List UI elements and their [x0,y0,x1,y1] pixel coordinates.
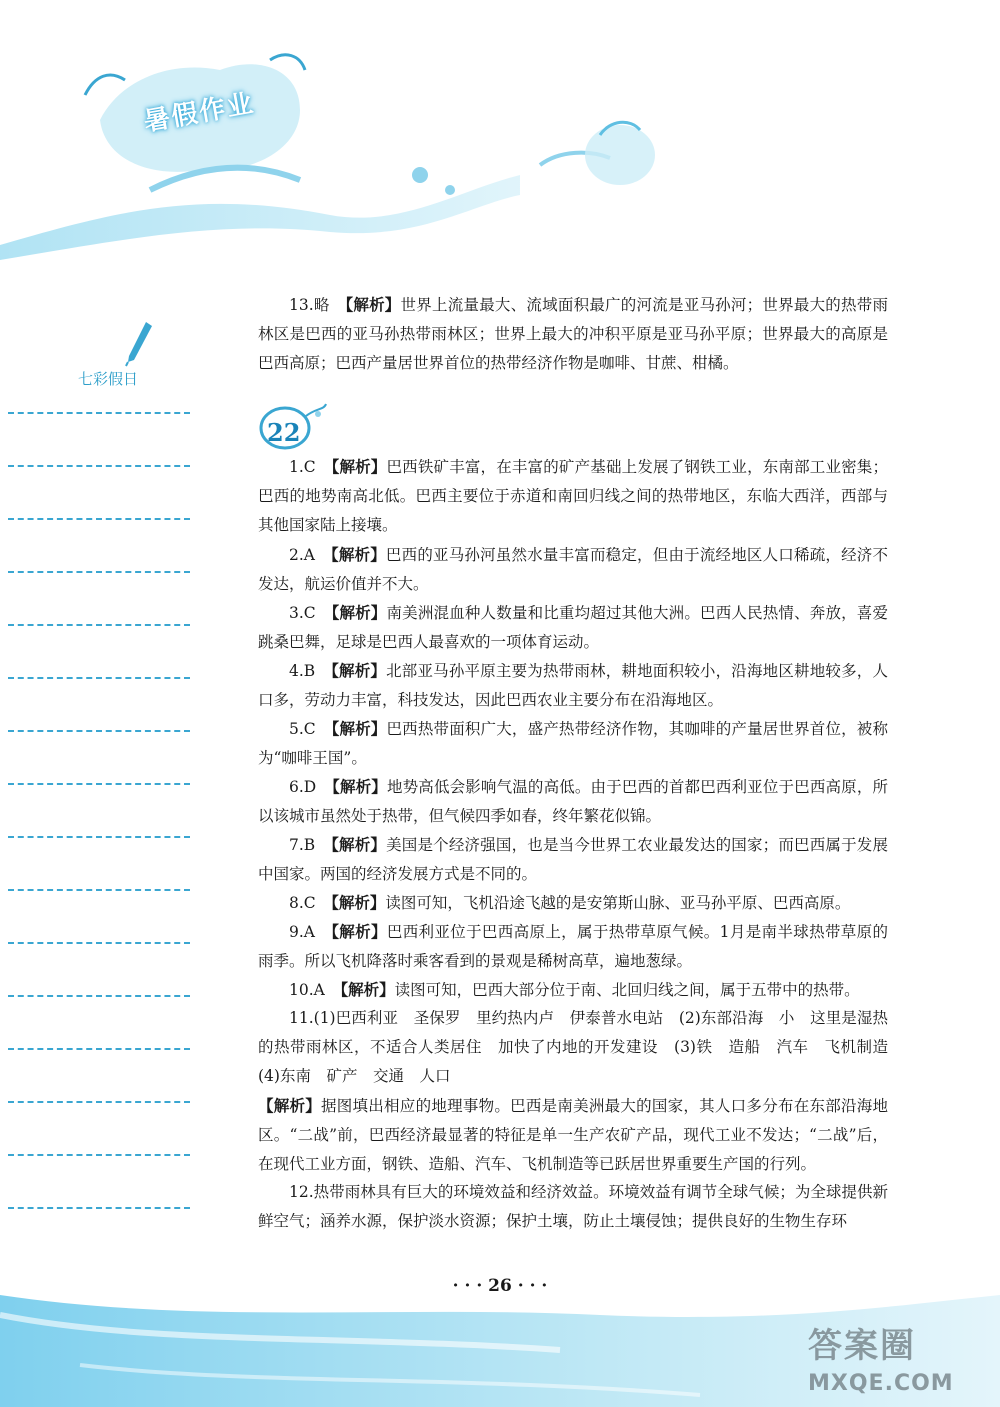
sidebar-divider [8,624,190,626]
sidebar-divider [8,1154,190,1156]
answer-prefix: 6.D [289,778,333,796]
answer-prefix: 10.A [289,981,341,999]
answer-text: 世界上流量最大、流域面积最广的河流是亚马孙河；世界最大的热带雨林区是巴西的亚马孙热带雨林区；世界上最大的冲积平原是亚马孙平原；世界最大的高原是巴西高原；巴西产量居世界首位的热带经济作物是咖啡、甘蔗、柑橘。 [258,296,888,372]
analysis-tag: 【解析】 [331,661,387,680]
sidebar-divider [8,730,190,732]
answer-text: 北部亚马孙平原主要为热带雨林，耕地面积较小，沿海地区耕地较多，人口多，劳动力丰富，科技发达，因此巴西农业主要分布在沿海地区。 [258,662,888,709]
answer-8 [258,888,888,918]
answer-3 [258,598,888,657]
answer-11-analysis [258,1091,888,1179]
sidebar-divider [8,1101,190,1103]
watermark-logo: 答案圈 [808,1326,916,1366]
answer-text: 美国是个经济强国，也是当今世界工农业最发达的国家；而巴西属于发展中国家。两国的经济发展方式是不同的。 [258,836,888,883]
analysis-tag: 【解析】 [331,835,387,854]
answer-text: 巴西的亚马孙河虽然水量丰富而稳定，但由于流经地区人口稀疏，经济不发达，航运价值并不大。 [258,546,888,593]
answer-10 [258,975,888,1005]
sidebar-divider [8,889,190,891]
answer-text: 巴西热带面积广大，盛产热带经济作物，其咖啡的产量居世界首位，被称为“咖啡王国”。 [258,720,888,767]
answer-prefix: 9.A [289,923,332,941]
answer-5 [258,714,888,773]
sidebar-divider [8,518,190,520]
answer-7 [258,830,888,889]
analysis-tag: 【解析】 [331,719,387,738]
answer-11 [258,1004,904,1091]
answer-prefix: 1.C [289,458,332,476]
answer-text: 读图可知，巴西大部分位于南、北回归线之间，属于五带中的热带。 [394,981,860,999]
analysis-tag: 【解析】 [331,603,387,622]
section-number: 22 [267,418,301,447]
answer-text: 巴西铁矿丰富，在丰富的矿产基础上发展了钢铁工业，东南部工业密集；巴西的地势南高北低。巴西主要位于赤道和南回归线之间的热带地区，东临大西洋，西部与其他国家陆上接壤。 [258,458,888,534]
analysis-tag: 【解析】 [345,295,401,314]
answer-4 [258,656,888,715]
answer-text: 地势高低会影响气温的高低。由于巴西的首都巴西利亚位于巴西高原，所以该城市虽然处于热带，但气候四季如春，终年繁花似锦。 [258,778,888,825]
sidebar-divider [8,783,190,785]
answer-prefix: 7.B [289,836,332,854]
page-title: 暑假作业 [141,88,258,138]
sidebar-divider [8,1207,190,1209]
answer-6 [258,772,888,831]
analysis-tag: 【解析】 [331,922,387,941]
sidebar-divider [8,836,190,838]
answer-text: 读图可知，飞机沿途飞越的是安第斯山脉、亚马孙平原、巴西高原。 [385,894,851,912]
answer-12 [258,1178,888,1236]
analysis-tag: 【解析】 [332,777,387,796]
answer-text: 11.(1)巴西利亚 圣保罗 里约热内卢 伊泰普水电站 (2)东部沿海 小 这里是湿热的热带雨林区，不适合人类居住 加快了内地的开发建设 (3)铁 造船 汽车 飞机制造 (4)东南 矿产 交通 人口 [258,1009,904,1085]
sidebar-divider [8,1048,190,1050]
answer-text: 南美洲混血种人数量和比重均超过其他大洲。巴西人民热情、奔放，喜爱跳桑巴舞，足球是巴西人最喜欢的一项体育运动。 [258,604,888,651]
analysis-tag: 【解析】 [330,545,386,564]
analysis-tag: 【解析】 [331,457,387,476]
answer-prefix: 8.C [289,894,332,912]
analysis-tag: 【解析】 [258,1096,322,1115]
answer-prefix: 5.C [289,720,332,738]
answer-13 [258,290,888,378]
page-number: · · · 26 · · · [452,1276,548,1296]
answer-text: 12.热带雨林具有巨大的环境效益和经济效益。环境效益有调节全球气候；为全球提供新鲜空气；涵养水源，保护淡水资源；保护土壤，防止土壤侵蚀；提供良好的生物生存环 [258,1183,888,1230]
sidebar-divider [8,995,190,997]
sidebar-divider [8,942,190,944]
watermark [808,1318,954,1396]
answer-text: 据图填出相应的地理事物。巴西是南美洲最大的国家，其人口多分布在东部沿海地区。“二战”前，巴西经济最显著的特征是单一生产农矿产品，现代工业不发达；“二战”后，在现代工业方面，钢铁、造船、汽车、飞机制造等已跃居世界重要生产国的行列。 [258,1097,888,1173]
watermark-url: MXQE.COM [808,1371,954,1396]
sidebar-divider [8,412,190,414]
answer-2 [258,540,888,599]
analysis-tag: 【解析】 [331,893,386,912]
answer-9 [258,917,888,976]
answer-prefix: 2.A [289,546,331,564]
sidebar-divider [8,571,190,573]
sidebar-label: 七彩假日 [78,370,139,388]
answer-1 [258,452,888,540]
sidebar-divider [8,465,190,467]
analysis-tag: 【解析】 [340,980,395,999]
answer-text: 巴西利亚位于巴西高原上，属于热带草原气候。1月是南半球热带草原的雨季。所以飞机降落时乘客看到的景观是稀树高草，遍地葱绿。 [258,923,888,970]
sidebar-divider [8,677,190,679]
answer-prefix: 3.C [289,604,332,622]
answer-prefix: 13.略 [289,296,346,314]
pen-icon [122,318,158,368]
answer-prefix: 4.B [289,662,332,680]
